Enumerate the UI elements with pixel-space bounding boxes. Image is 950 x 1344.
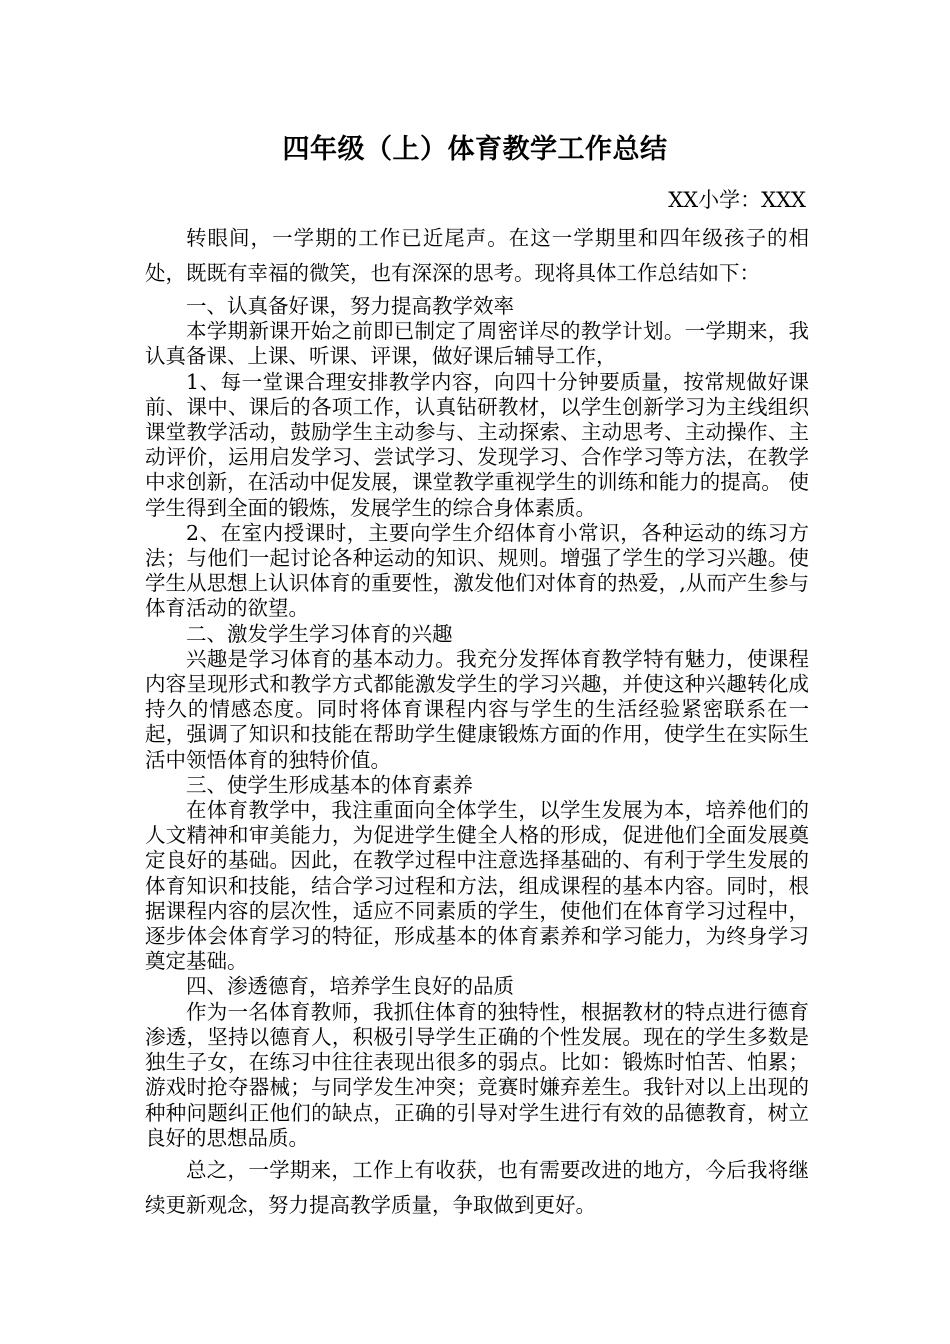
section-heading-3: 三、使学生形成基本的体育素养 — [186, 772, 473, 797]
paragraph: 在体育教学中，我注重面向全体学生，以学生发展为本，培养他们的人文精神和审美能力，为促进学生健全人格的形成，促进他们全面发展奠定良好的基础。因此，在教学过程中注意选择基础的、有利于学生发展的体育知识和技能，结合学习过程和方法，组成课程的基本内容。同时，根据课程内容的层次性，适应不同素质的学生，使他们在体育学习过程中，逐步体会体育学习的特征，形成基本的体育素养和学习能力，为终身学习奠定基础。 — [145, 798, 809, 974]
paragraph-intro: 转眼间，一学期的工作已近尾声。在这一学期里和四年级孩子的相处，既既有幸福的微笑，也有深深的思考。现将具体工作总结如下： — [145, 226, 809, 285]
paragraph: 作为一名体育教师，我抓住体育的独特性，根据教材的特点进行德育渗透，坚持以德育人，积极引导学生正确的个性发展。现在的学生多数是独生子女，在练习中往往表现出很多的弱点。比如：锻炼时怕苦、怕累；游戏时抢夺器械；与同学发生冲突；竞赛时嫌弃差生。我针对以上出现的种种问题纠正他们的缺点，正确的引导对学生进行有效的品德教育，树立良好的思想品质。 — [145, 999, 809, 1150]
paragraph: 1、每一堂课合理安排教学内容，向四十分钟要质量，按常规做好课前、课中、课后的各项工作，认真钻研教材，以学生创新学习为主线组织课堂教学活动，鼓励学生主动参与、主动探索、主动思考、主动操作、主动评价，运用启发学习、尝试学习、发现学习、合作学习等方法，在教学中求创新，在活动中促发展，课堂教学重视学生的训练和能力的提高。 使学生得到全面的锻炼，发展学生的综合身体素质。 — [145, 369, 809, 520]
paragraph: 兴趣是学习体育的基本动力。我充分发挥体育教学特有魅力，使课程内容呈现形式和教学方式都能激发学生的学习兴趣，并使这种兴趣转化成持久的情感态度。同时将体育课程内容与学生的生活经验紧密联系在一起，强调了知识和技能在帮助学生健康锻炼方面的作用，使学生在实际生活中领悟体育的独特价值。 — [145, 646, 809, 772]
document-author: XX小学：XXX — [668, 188, 806, 212]
section-heading-4: 四、渗透德育，培养学生良好的品质 — [186, 974, 514, 999]
section-heading-1: 一、认真备好课，努力提高教学效率 — [186, 294, 514, 318]
paragraph: 本学期新课开始之前即已制定了周密详尽的教学计划。一学期来，我认真备课、上课、听课、评课，做好课后辅导工作， — [145, 319, 809, 369]
paragraph-conclusion: 总之，一学期来，工作上有收获，也有需要改进的地方，今后我将继续更新观念，努力提高教学质量，争取做到更好。 — [145, 1157, 809, 1217]
paragraph: 2、在室内授课时，主要向学生介绍体育小常识，各种运动的练习方法；与他们一起讨论各种运动的知识、规则。增强了学生的学习兴趣。使学生从思想上认识体育的重要性，激发他们对体育的热爱，,从而产生参与体育活动的欲望。 — [145, 520, 809, 621]
document-body — [145, 221, 809, 1223]
document-title: 四年级（上）体育教学工作总结 — [282, 134, 668, 165]
section-heading-2: 二、激发学生学习体育的兴趣 — [186, 621, 453, 646]
